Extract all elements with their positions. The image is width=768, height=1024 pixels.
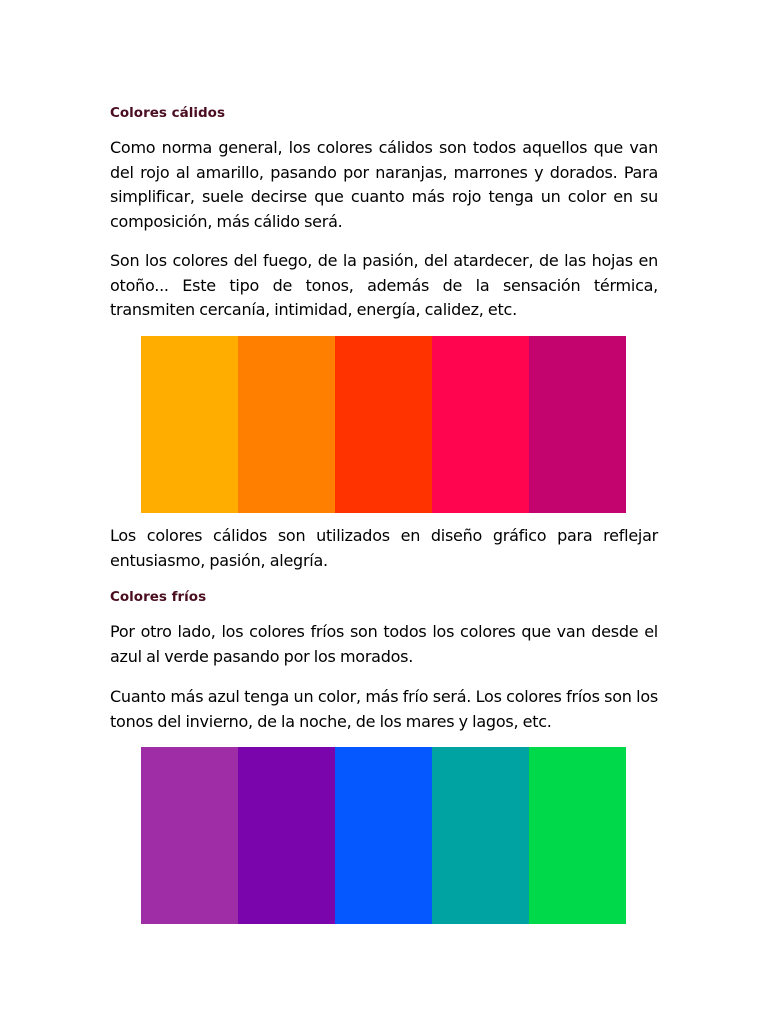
cool-swatch-violet [141,747,238,924]
warm-color-swatches [141,336,626,513]
warm-colors-heading: Colores cálidos [110,105,225,121]
cool-swatch-blue [335,747,432,924]
warm-swatch-red-orange [335,336,432,513]
warm-intro-paragraph: Como norma general, los colores cálidos son todos aquellos que van del rojo al amarillo, pasando por naranjas, marrones y dorados. Para simplificar, suele decirse que cuanto más rojo tenga un color en su composición, más cálido será. [110,138,658,231]
cool-colors-heading: Colores fríos [110,589,207,605]
cool-description-paragraph: Cuanto más azul tenga un color, más frío será. Los colores fríos son los tonos del invierno, de la noche, de los mares y lagos, etc. [110,687,658,731]
cool-color-swatches [141,747,626,924]
warm-swatch-yellow-orange [141,336,238,513]
cool-intro-paragraph: Por otro lado, los colores fríos son todos los colores que van desde el azul al verde pasando por los morados. [110,622,658,666]
warm-swatch-pink-red [432,336,529,513]
warm-description-paragraph: Son los colores del fuego, de la pasión, del atardecer, de las hojas en otoño... Este tipo de tonos, además de la sensación térmica, transmiten cercanía, intimidad, energía, calidez, etc. [110,251,658,319]
cool-swatch-green [529,747,626,924]
warm-swatch-magenta [529,336,626,513]
cool-swatch-teal [432,747,529,924]
warm-swatch-orange [238,336,335,513]
warm-closing-paragraph: Los colores cálidos son utilizados en diseño gráfico para reflejar entusiasmo, pasión, alegría. [110,526,658,570]
cool-swatch-purple [238,747,335,924]
